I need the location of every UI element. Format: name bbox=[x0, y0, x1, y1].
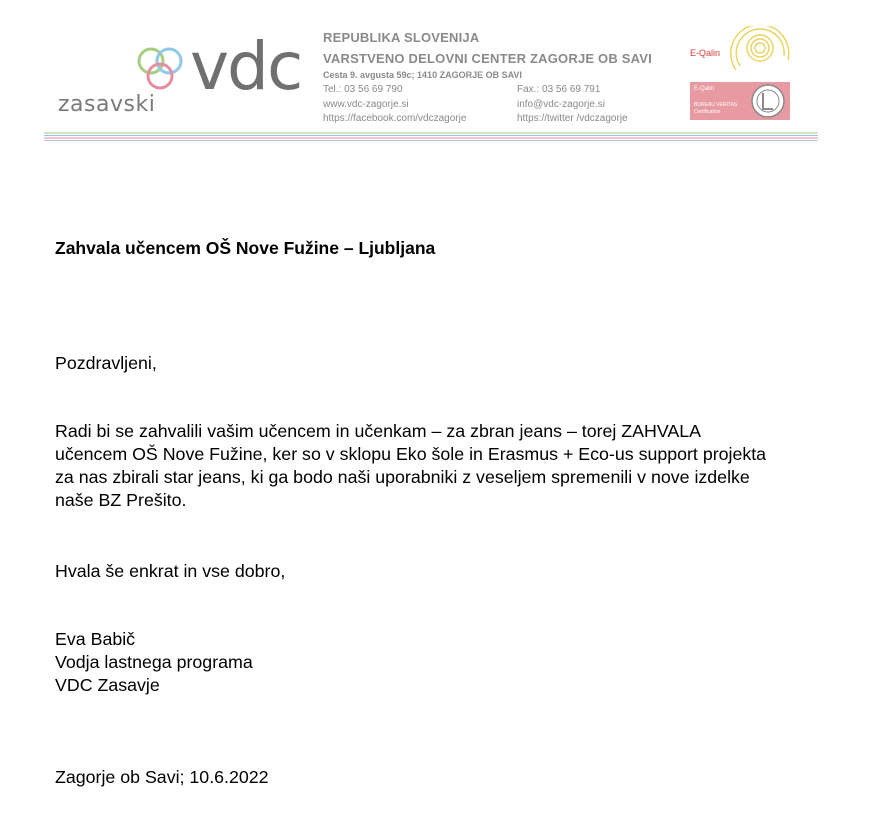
bureau-veritas-seal-icon bbox=[750, 83, 786, 119]
body-line: učencem OŠ Nove Fužine, ker so v sklopu Eko šole in Erasmus + Eco-us support projekta bbox=[55, 444, 767, 464]
cert-line-3: Certification bbox=[694, 109, 721, 115]
twitter-link[interactable]: https://twitter /vdczagorje bbox=[517, 113, 628, 124]
greeting: Pozdravljeni, bbox=[55, 353, 157, 373]
eqalin-label: E-Qalin bbox=[690, 48, 721, 58]
header-divider bbox=[44, 132, 818, 142]
certification-badge bbox=[690, 82, 790, 120]
rings-logo-icon bbox=[131, 44, 191, 96]
contact-block bbox=[323, 84, 628, 128]
fax: Fax.: 03 56 69 791 bbox=[517, 84, 601, 95]
email-link[interactable]: info@vdc-zagorje.si bbox=[517, 98, 605, 110]
organization-info bbox=[323, 30, 652, 80]
letter-date: Zagorje ob Savi; 10.6.2022 bbox=[55, 767, 269, 787]
logo-mark: vdc bbox=[190, 28, 302, 105]
letter-body bbox=[55, 420, 865, 512]
org-line-2: VARSTVENO DELOVNI CENTER ZAGORJE OB SAVI bbox=[323, 51, 652, 66]
vdc-logo bbox=[55, 28, 310, 120]
contact-row bbox=[323, 99, 628, 114]
facebook-link[interactable]: https://facebook.com/vdczagorje bbox=[323, 113, 467, 124]
contact-row bbox=[323, 113, 628, 128]
org-line-1: REPUBLIKA SLOVENIJA bbox=[323, 30, 480, 45]
body-line: naše BZ Prešito. bbox=[55, 490, 187, 510]
body-line: za nas zbirali star jeans, ki ga bodo naši uporabniki z veseljem spremenili v nove izdelke bbox=[55, 467, 750, 487]
closing-line: Hvala še enkrat in vse dobro, bbox=[55, 561, 286, 581]
website-link[interactable]: www.vdc-zagorje.si bbox=[323, 98, 409, 110]
phone: Tel.: 03 56 69 790 bbox=[323, 84, 403, 95]
signer-org: VDC Zasavje bbox=[55, 675, 160, 695]
cert-line-2: BUREAU VERITAS bbox=[694, 102, 738, 108]
signer-title: Vodja lastnega programa bbox=[55, 652, 253, 672]
logo-word: zasavski bbox=[58, 92, 156, 117]
body-line: Radi bi se zahvalili vašim učencem in učenkam – za zbran jeans – torej ZAHVALA bbox=[55, 421, 702, 441]
org-address: Cesta 9. avgusta 59c; 1410 ZAGORJE OB SAVI bbox=[323, 70, 522, 80]
signature-block bbox=[55, 628, 253, 697]
certification-logos bbox=[688, 26, 793, 122]
contact-row bbox=[323, 84, 628, 99]
cert-line-1: E-Qalin bbox=[694, 86, 715, 92]
signer-name: Eva Babič bbox=[55, 629, 136, 649]
letter-heading: Zahvala učencem OŠ Nove Fužine – Ljubljana bbox=[55, 238, 436, 258]
